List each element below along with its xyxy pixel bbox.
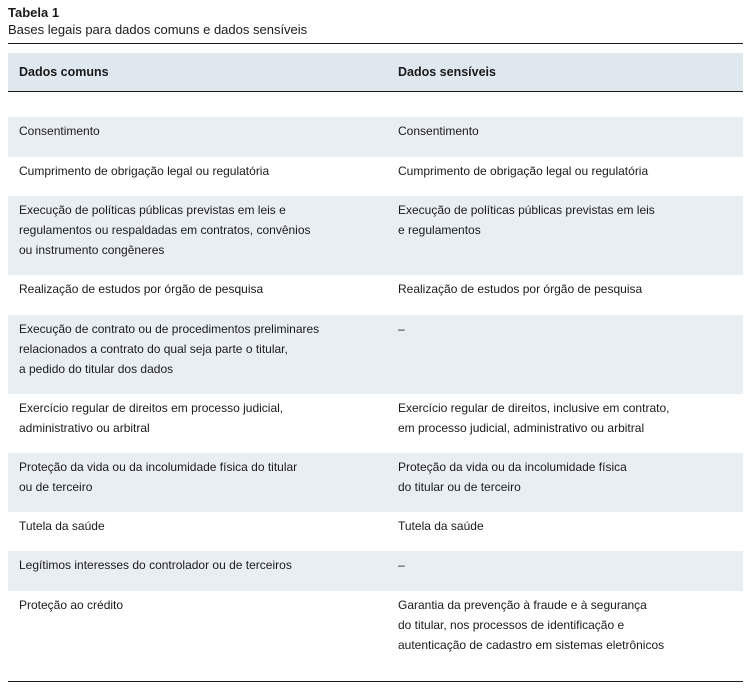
table-row [8,394,743,453]
cell-dados-sensiveis: Garantia da prevenção à fraude e à segurança do titular, nos processos de identificação e autenticação de cadastro em sistemas eletrônicos [398,597,665,652]
column-header-dados-comuns: Dados comuns [19,65,109,79]
cell-dados-sensiveis: Exercício regular de direitos, inclusive em contrato, em processo judicial, administrativo ou arbitral [398,400,670,435]
table-row [8,453,743,512]
cell-dados-sensiveis: Proteção da vida ou da incolumidade física do titular ou de terceiro [398,459,627,494]
cell-dados-comuns: Realização de estudos por órgão de pesquisa [19,282,264,296]
cell-dados-comuns: Execução de contrato ou de procedimentos preliminares relacionados a contrato do qual seja parte o titular, a pedido do titular dos dados [19,321,320,376]
cell-dados-comuns: Legítimos interesses do controlador ou de terceiros [19,558,292,572]
cell-dados-sensiveis: Cumprimento de obrigação legal ou regulatória [398,163,649,178]
cell-dados-comuns: Proteção da vida ou da incolumidade física do titular ou de terceiro [19,459,298,494]
table-row [8,315,743,394]
table-row [8,275,743,315]
table-caption [8,5,307,39]
cell-dados-comuns: Cumprimento de obrigação legal ou regulatória [19,163,270,178]
table-body [8,117,743,670]
table-row [8,117,743,157]
cell-dados-sensiveis: – [398,558,405,572]
cell-dados-comuns: Exercício regular de direitos em processo judicial, administrativo ou arbitral [19,400,284,435]
table-row [8,551,743,591]
cell-dados-sensiveis: Consentimento [398,124,479,138]
table-header [8,53,743,92]
cell-dados-sensiveis: – [398,321,405,336]
table-row [8,196,743,275]
bottom-rule [8,681,743,682]
cell-dados-comuns: Execução de políticas públicas previstas em leis e regulamentos ou respaldadas em contratos, convênios ou instrumento congêneres [19,203,311,257]
top-rule [8,43,743,44]
cell-dados-comuns: Consentimento [19,124,100,138]
table-row [8,157,743,197]
cell-dados-sensiveis: Realização de estudos por órgão de pesquisa [398,282,643,296]
table-title: Bases legais para dados comuns e dados sensíveis [8,22,308,37]
table-row [8,591,743,670]
cell-dados-sensiveis: Execução de políticas públicas previstas em leis e regulamentos [398,203,655,237]
cell-dados-comuns: Proteção ao crédito [19,597,124,612]
column-header-dados-sensiveis: Dados sensíveis [398,65,496,79]
table-row [8,512,743,552]
cell-dados-comuns: Tutela da saúde [19,518,105,533]
cell-dados-sensiveis: Tutela da saúde [398,518,484,533]
table-label: Tabela 1 [8,5,60,20]
